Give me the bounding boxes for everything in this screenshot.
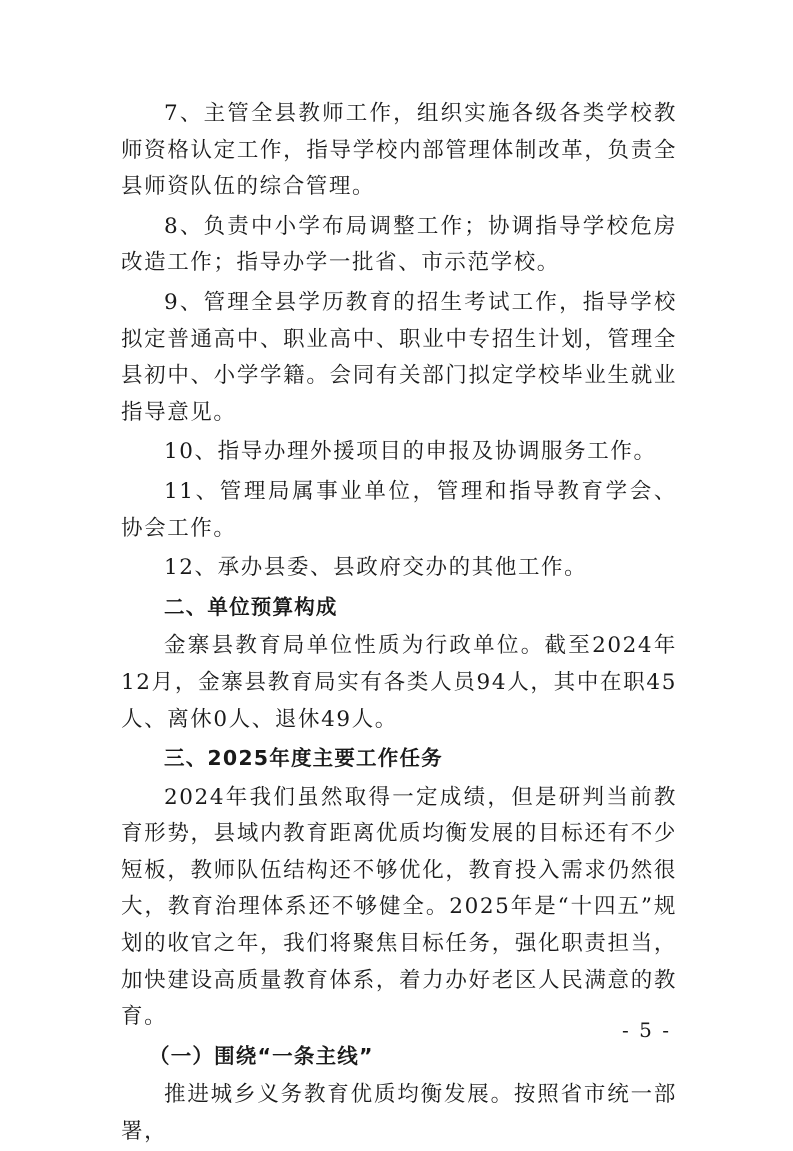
paragraph-duty-8: 8、负责中小学布局调整工作；协调指导学校危房改造工作；指导办学一批省、市示范学校。: [121, 213, 677, 276]
section-heading-budget: 二、单位预算构成: [164, 594, 338, 619]
paragraph-duty-10: 10、指导办理外援项目的申报及协调服务工作。: [164, 439, 657, 465]
paragraph-duty-7: 7、主管全县教师工作，组织实施各级各类学校教师资格认定工作，指导学校内部管理体制改革，负责全县师资队伍的综合管理。: [121, 101, 677, 200]
paragraph-tasks-intro: 2024年我们虽然取得一定成绩，但是研判当前教育形势，县域内教育距离优质均衡发展的目标还有不少短板，教师队伍结构还不够优化，教育投入需求仍然很大，教育治理体系还不够健全。2025年是“十四五”规划的收官之年，我们将聚焦目标任务，强化职责担当，加快建设高质量教育体系，着力办好老区人民满意的教育。: [121, 784, 677, 1030]
subsection-heading-main-line: （一）围绕“一条主线”: [149, 1043, 374, 1068]
paragraph-duty-9: 9、管理全县学历教育的招生考试工作，指导学校拟定普通高中、职业高中、职业中专招生计划，管理全县初中、小学学籍。会同有关部门拟定学校毕业生就业指导意见。: [121, 289, 677, 425]
paragraph-duty-12: 12、承办县委、县政府交办的其他工作。: [164, 555, 588, 581]
paragraph-budget: 金寨县教育局单位性质为行政单位。截至2024年12月，金寨县教育局实有各类人员94人，其中在职45人、离休0人、退休49人。: [121, 633, 677, 732]
section-heading-tasks: 三、2025年度主要工作任务: [164, 746, 443, 771]
paragraph-duty-11: 11、管理局属事业单位，管理和指导教育学会、协会工作。: [121, 478, 677, 541]
page-number: - 5 -: [622, 1018, 671, 1042]
document-page: [121, 96, 677, 1151]
paragraph-main-line: 推进城乡义务教育优质均衡发展。按照省市统一部署，: [121, 1082, 677, 1145]
